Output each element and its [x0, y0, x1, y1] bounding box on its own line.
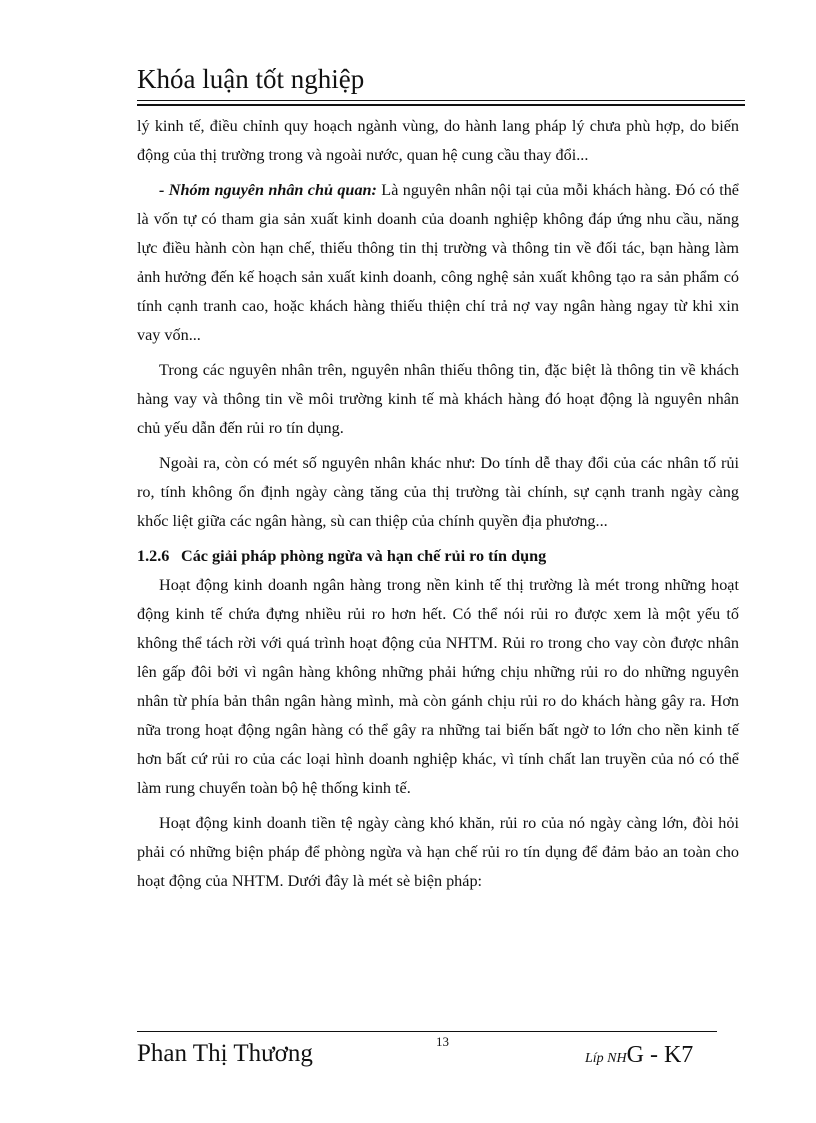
paragraph: Ngoài ra, còn có mét số nguyên nhân khác như: Do tính dễ thay đổi của các nhân tố rủi ro, tính không ổn định ngày càng tăng của thị trường tài chính, sự cạnh tranh ngày càng khốc liệt giữa các ngân hàng, sù can thiệp của chính quyền địa phương... [137, 454, 739, 530]
header-rule-thick [137, 104, 745, 106]
section-number: 1.2.6 [137, 547, 170, 565]
paragraph: lý kinh tế, điều chỉnh quy hoạch ngành vùng, do hành lang pháp lý chưa phù hợp, do biến động của thị trường trong và ngoài nước, quan hệ cung cầu thay đổi... [137, 117, 739, 164]
paragraph: Trong các nguyên nhân trên, nguyên nhân thiếu thông tin, đặc biệt là thông tin về khách hàng vay và thông tin về môi trường kinh tế mà khách hàng đó hoạt động là nguyên nhân chủ yếu dẫn đến rủi ro tín dụng. [137, 361, 739, 437]
footer-class-suffix: G - K7 [626, 1042, 694, 1068]
header-rule-thin [137, 100, 745, 101]
section-title: Các giải pháp phòng ngừa và hạn chế rủi ro tín dụng [181, 547, 547, 565]
paragraph-body: Là nguyên nhân nội tại của mỗi khách hàng. Đó có thể là vốn tự có tham gia sản xuất kinh doanh của doanh nghiệp không đáp ứng nhu cầu, năng lực điều hành còn hạn chế, thiếu thông tin thị trường và thông tin về đối tác, bạn hàng làm ảnh hưởng đến kế hoạch sản xuất kinh doanh, công nghệ sản xuất không tạo ra sản phẩm có tính cạnh tranh cao, hoặc khách hàng thiếu thiện chí trả nợ vay ngân hàng ngay từ khi xin vay vốn... [137, 181, 739, 344]
footer-author: Phan Thị Thương [137, 1040, 313, 1067]
paragraph-lead: - Nhóm nguyên nhân chủ quan: [159, 181, 377, 199]
paragraph: Hoạt động kinh doanh ngân hàng trong nền kinh tế thị trường là mét trong những hoạt động kinh tế chứa đựng nhiều rủi ro hơn hết. Có thể nói rủi ro được xem là một yếu tố không thể tách rời với quá trình hoạt động của NHTM. Rủi ro trong cho vay còn được nhân lên gấp đôi bởi vì ngân hàng không những phải hứng chịu những rủi ro do những nguyên nhân từ phía bản thân ngân hàng mình, mà còn gánh chịu rủi ro do khách hàng gây ra. Hơn nữa trong hoạt động ngân hàng có thể gây ra những tai biến bất ngờ to lớn cho nền kinh tế hơn bất cứ rủi ro của các loại hình doanh nghiệp khác, vì tính chất lan truyền của nó có thể làm rung chuyển toàn bộ hệ thống kinh tế. [137, 576, 739, 797]
paragraph [137, 176, 739, 350]
page-header-title: Khóa luận tốt nghiệp [137, 64, 365, 94]
section-heading [137, 542, 739, 571]
footer-rule [137, 1031, 717, 1032]
page-number: 13 [436, 1034, 449, 1049]
body-text [137, 112, 739, 902]
footer-class [585, 1040, 693, 1074]
paragraph: Hoạt động kinh doanh tiền tệ ngày càng khó khăn, rủi ro của nó ngày càng lớn, đòi hỏi phải có những biện pháp để phòng ngừa và hạn chế rủi ro tín dụng để đảm bảo an toàn cho hoạt động của NHTM. Dưới đây là mét sè biện pháp: [137, 814, 739, 890]
footer-class-prefix: Líp NH [585, 1051, 627, 1066]
